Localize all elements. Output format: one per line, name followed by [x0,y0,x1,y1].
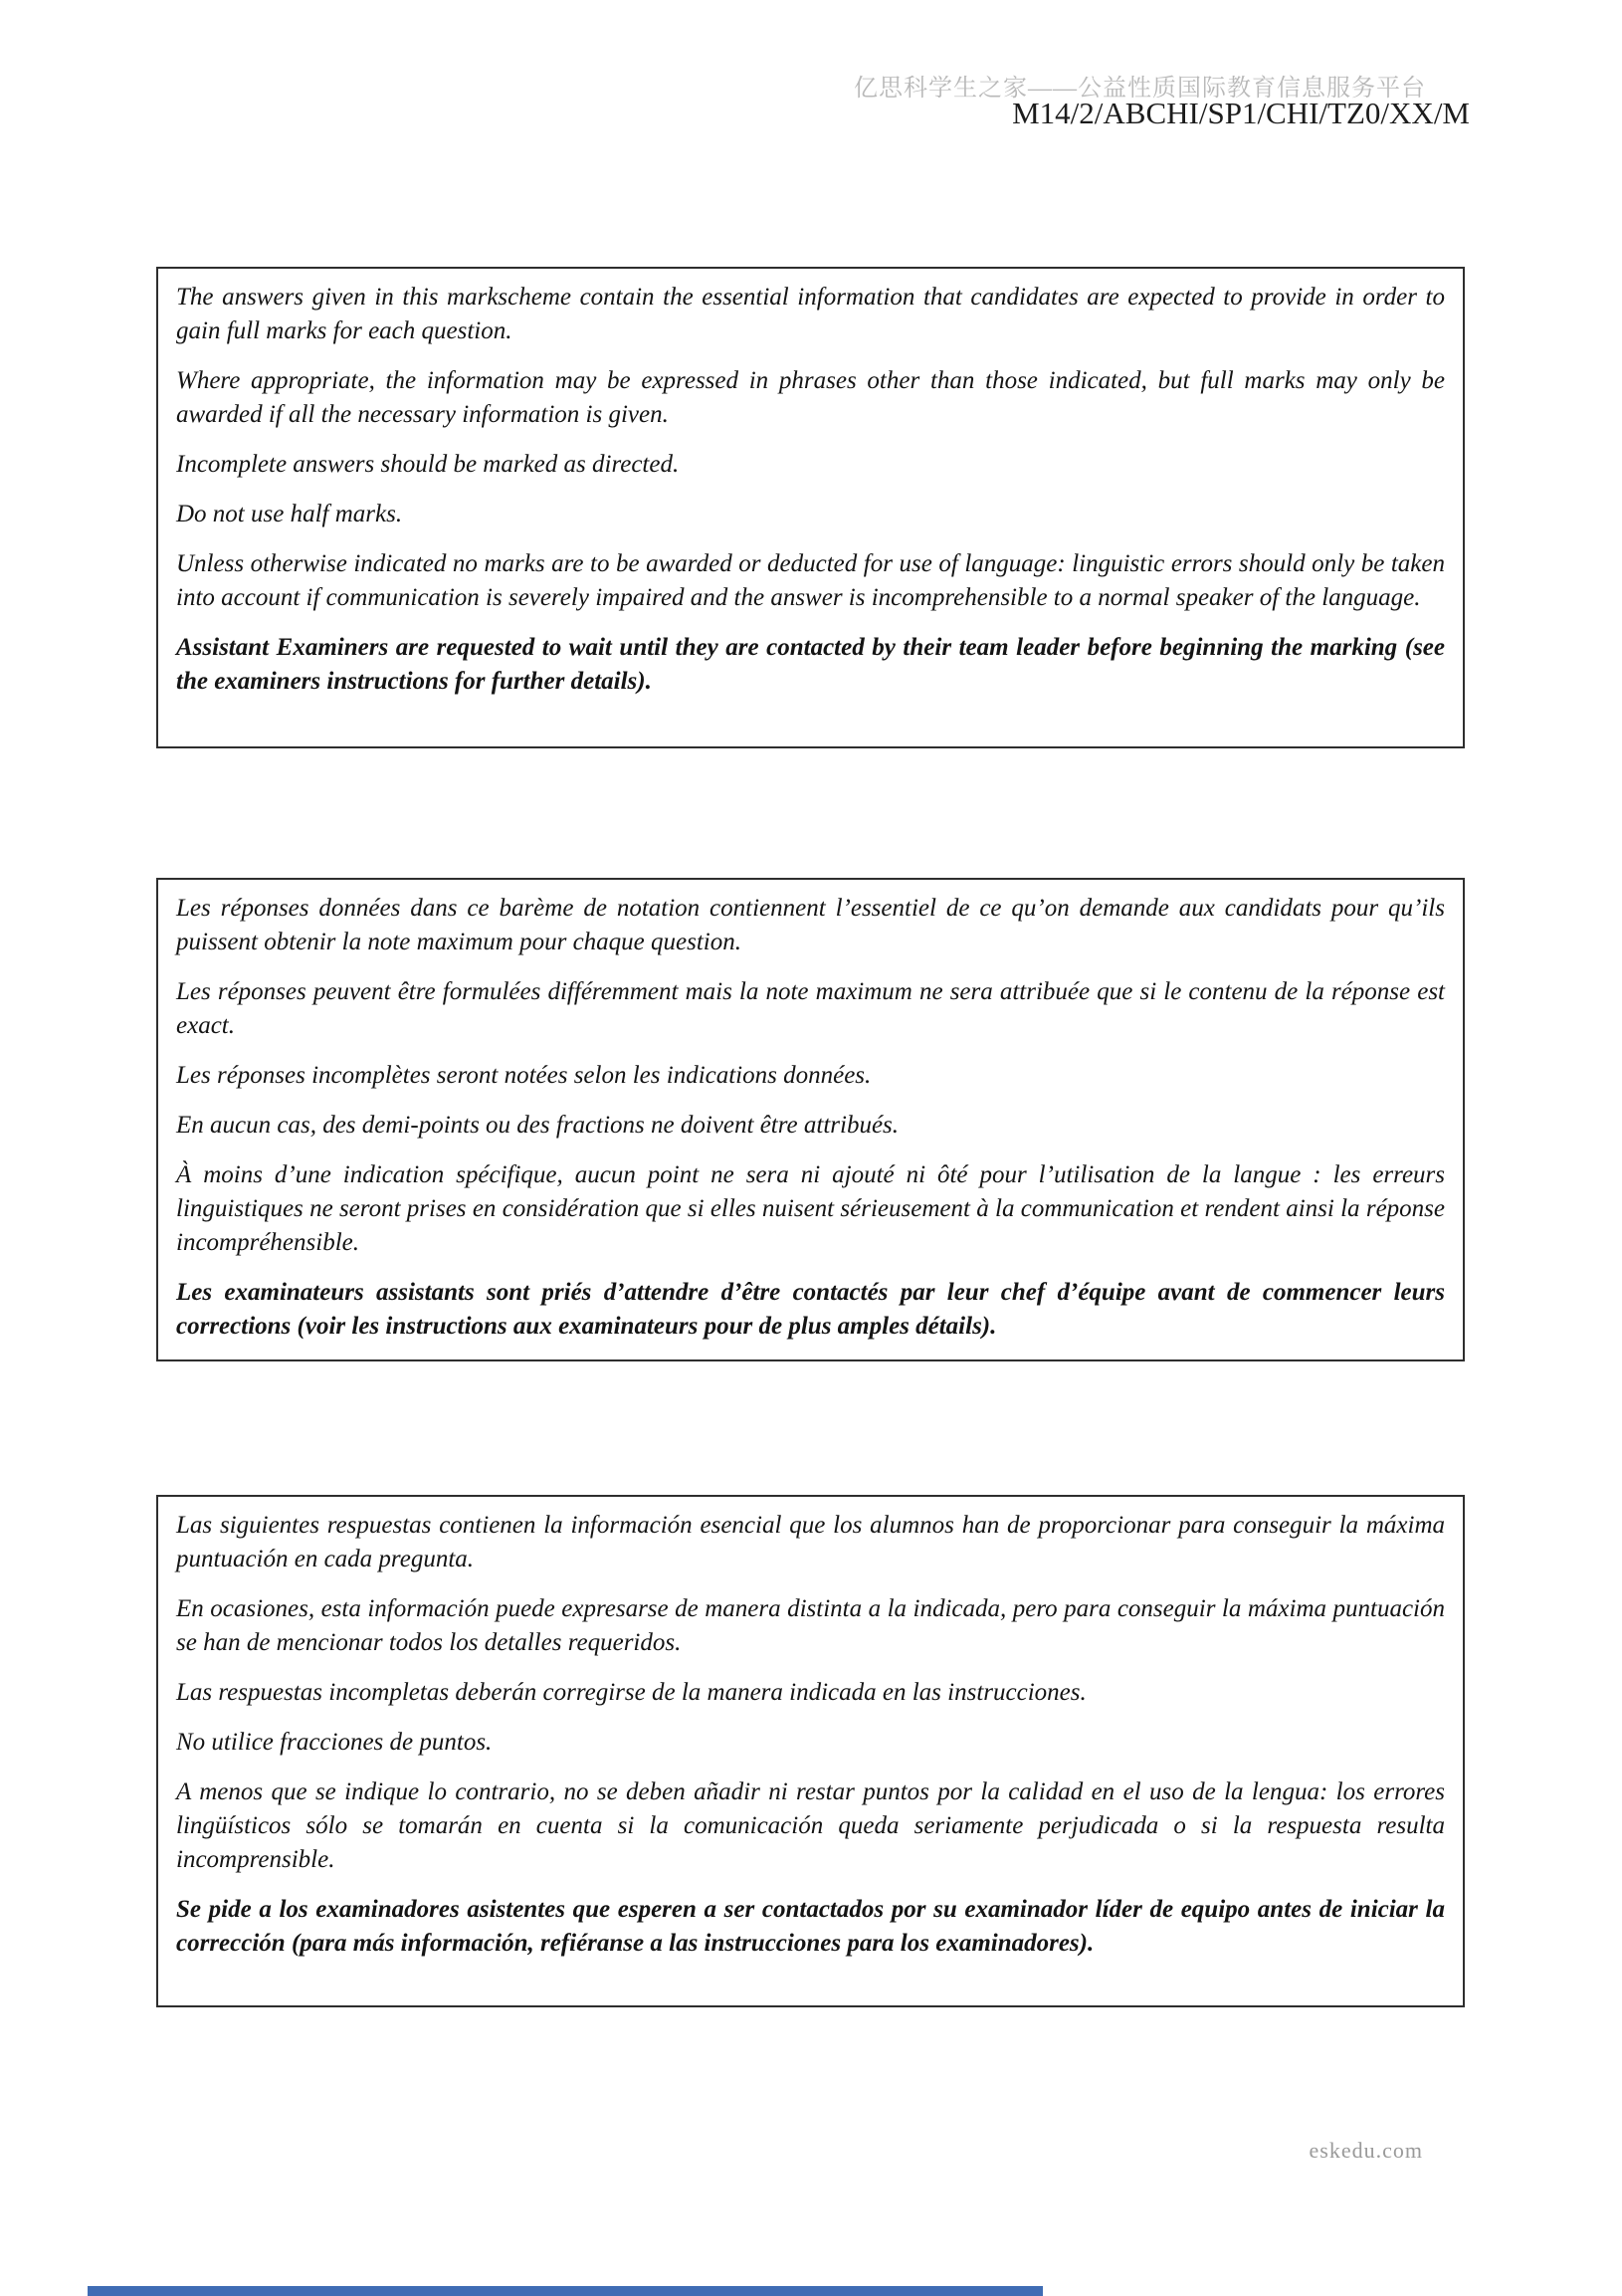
footer-watermark-text: eskedu.com [1309,2138,1423,2163]
notes-paragraph: The answers given in this markscheme contain the essential information that candidates are expected to provide in order to gain full marks for each question. [176,284,1445,344]
notes-paragraph: Unless otherwise indicated no marks are to be awarded or deducted for use of language: linguistic errors should only be taken into account if communication is severely impaired and the answer is incomprehensible to a normal speaker of the language. [176,550,1445,611]
bottom-blue-bar [88,2286,1043,2296]
markscheme-notes-english [156,267,1465,748]
notes-paragraph-bold: Les examinateurs assistants sont priés d’attendre d’être contactés par leur chef d’équipe avant de commencer leurs corrections (voir les instructions aux examinateurs pour de plus amples détails). [176,1279,1445,1340]
notes-paragraph: Les réponses incomplètes seront notées selon les indications données. [176,1062,872,1089]
notes-paragraph: En aucun cas, des demi-points ou des fractions ne doivent être attribués. [176,1112,900,1139]
notes-paragraph: A menos que se indique lo contrario, no se deben añadir ni restar puntos por la calidad en el uso de la lengua: los errores lingüísticos sólo se tomarán en cuenta si la comunicación queda seriamente perjudicada o si la respuesta resulta incomprensible. [176,1778,1445,1873]
notes-paragraph: Les réponses peuvent être formulées différemment mais la note maximum ne sera attribuée que si le contenu de la réponse est exact. [176,978,1445,1039]
notes-paragraph: No utilice fracciones de puntos. [176,1729,493,1756]
document-code: M14/2/ABCHI/SP1/CHI/TZ0/XX/M [1012,96,1470,130]
notes-paragraph: Do not use half marks. [176,501,403,527]
notes-paragraph: Les réponses données dans ce barème de notation contiennent l’essentiel de ce qu’on demande aux candidats pour qu’ils puissent obtenir la note maximum pour chaque question. [176,895,1445,955]
notes-paragraph-bold: Se pide a los examinadores asistentes que esperen a ser contactados por su examinador líder de equipo antes de iniciar la corrección (para más información, refiéranse a las instrucciones para los examinadores). [176,1896,1445,1957]
notes-paragraph: Where appropriate, the information may be expressed in phrases other than those indicated, but full marks may only be awarded if all the necessary information is given. [176,367,1445,428]
notes-paragraph: En ocasiones, esta información puede expresarse de manera distinta a la indicada, pero para conseguir la máxima puntuación se han de mencionar todos los detalles requeridos. [176,1595,1445,1656]
notes-paragraph: Las siguientes respuestas contienen la información esencial que los alumnos han de proporcionar para conseguir la máxima puntuación en cada pregunta. [176,1512,1445,1572]
markscheme-notes-spanish [156,1495,1465,2007]
notes-paragraph: Las respuestas incompletas deberán corregirse de la manera indicada en las instrucciones. [176,1679,1087,1706]
notes-paragraph: À moins d’une indication spécifique, aucun point ne sera ni ajouté ni ôté pour l’utilisation de la langue : les erreurs linguistiques ne seront prises en considération que si elles nuisent sérieusement à la communication et rendent ainsi la réponse incompréhensible. [176,1161,1445,1256]
markscheme-notes-french [156,878,1465,1361]
notes-paragraph: Incomplete answers should be marked as directed. [176,451,680,478]
header-watermark-text: 亿思科学生之家——公益性质国际教育信息服务平台 [854,76,1426,102]
notes-paragraph-bold: Assistant Examiners are requested to wait until they are contacted by their team leader before beginning the marking (see the examiners instructions for further details). [176,634,1445,695]
